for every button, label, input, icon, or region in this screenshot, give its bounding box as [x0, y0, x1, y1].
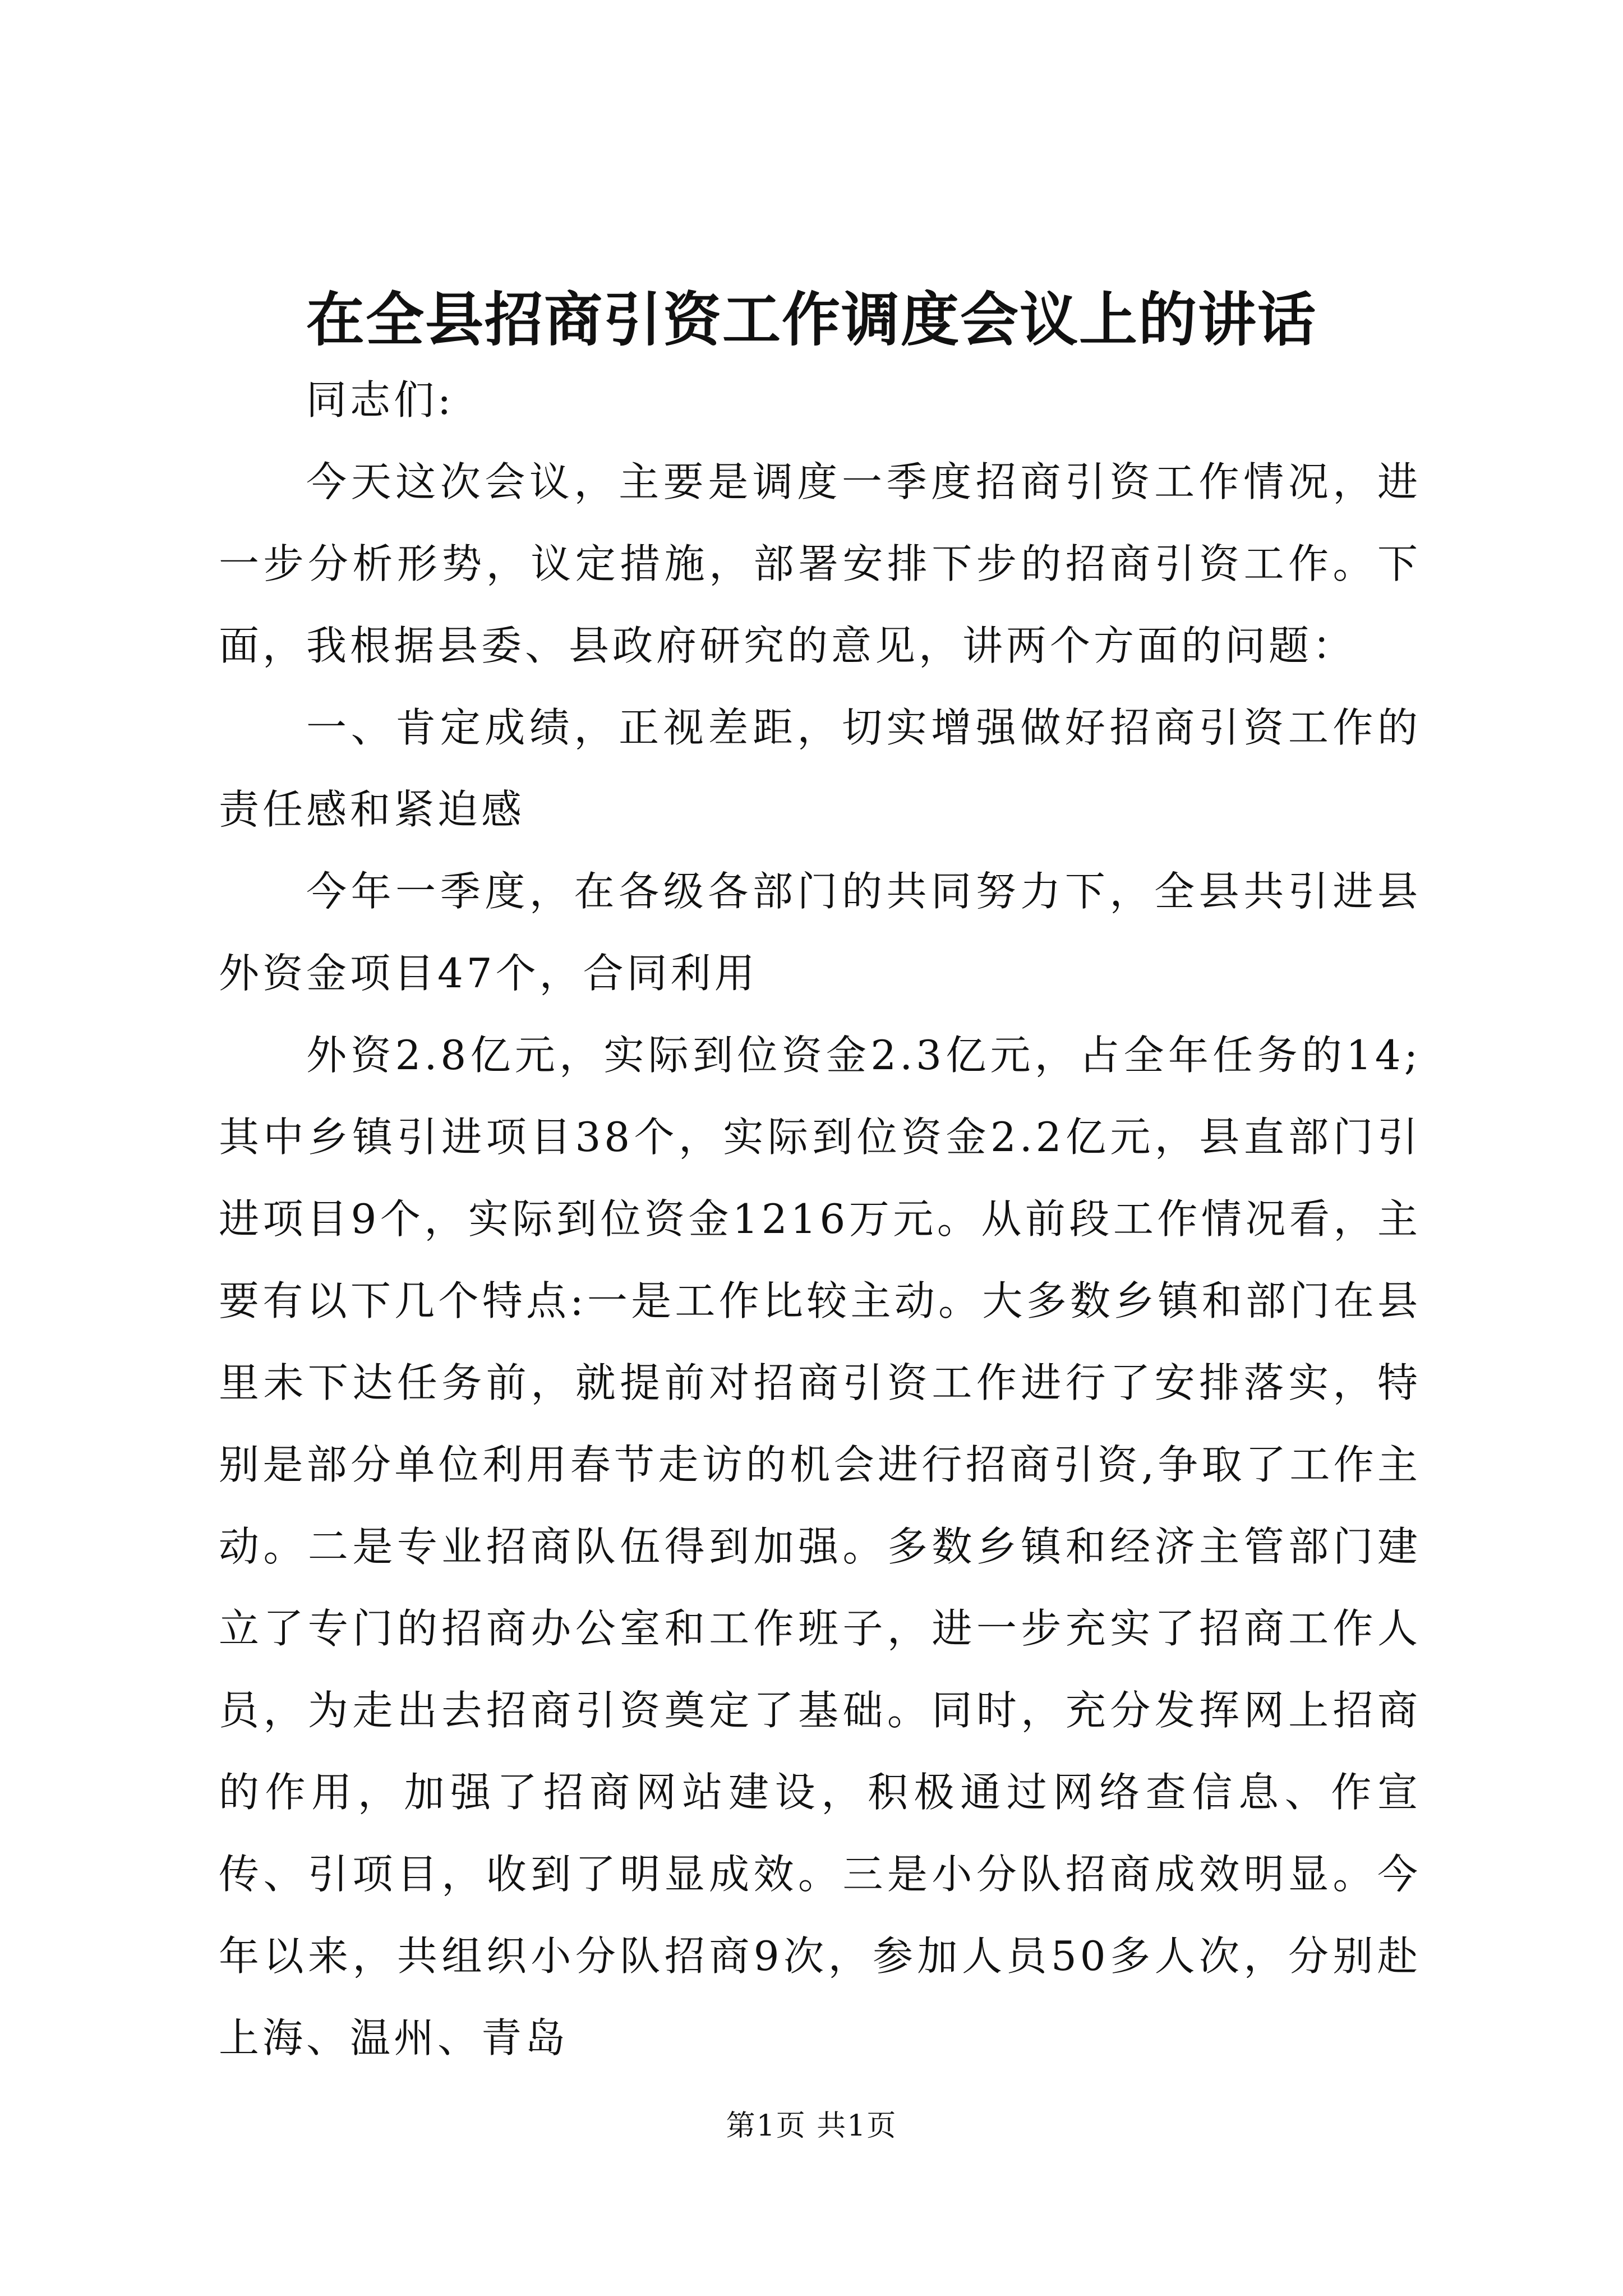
salutation: 同志们: [306, 376, 455, 424]
section-heading-1: 一、肯定成绩，正视差距，切实增强做好招商引资工作的责任感和紧迫感 [219, 704, 1421, 833]
document-title: 在全县招商引资工作调度会议上的讲话 [306, 285, 1317, 354]
intro-paragraph: 今天这次会议，主要是调度一季度招商引资工作情况，进一步分析形势，议定措施，部署安排下步的招商引资工作。下面，我根据县委、县政府研究的意见，讲两个方面的问题： [219, 458, 1421, 669]
body-paragraph: 外资2.8亿元，实际到位资金2.3亿元，占全年任务的14;其中乡镇引进项目38个，实际到位资金2.2亿元，县直部门引进项目9个，实际到位资金1216万元。从前段工作情况看，主要有以下几个特点:一是工作比较主动。大多数乡镇和部门在县里未下达任务前，就提前对招商引资工作进行了安排落实，特别是部分单位利用春节走访的机会进行招商引资,争取了工作主动。二是专业招商队伍得到加强。多数乡镇和经济主管部门建立了专门的招商办公室和工作班子，进一步充实了招商工作人员，为走出去招商引资奠定了基础。同时，充分发挥网上招商的作用，加强了招商网站建设，积极通过网络查信息、作宣传、引项目，收到了明显成效。三是小分队招商成效明显。今年以来，共组织小分队招商9次，参加人员50多人次，分别赴上海、温州、青岛 [219, 1032, 1421, 2062]
page-footer: 第1页 共1页 [726, 2109, 897, 2143]
document-body [219, 359, 1421, 2079]
body-paragraph: 今年一季度，在各级各部门的共同努力下，全县共引进县外资金项目47个，合同利用 [219, 868, 1421, 997]
